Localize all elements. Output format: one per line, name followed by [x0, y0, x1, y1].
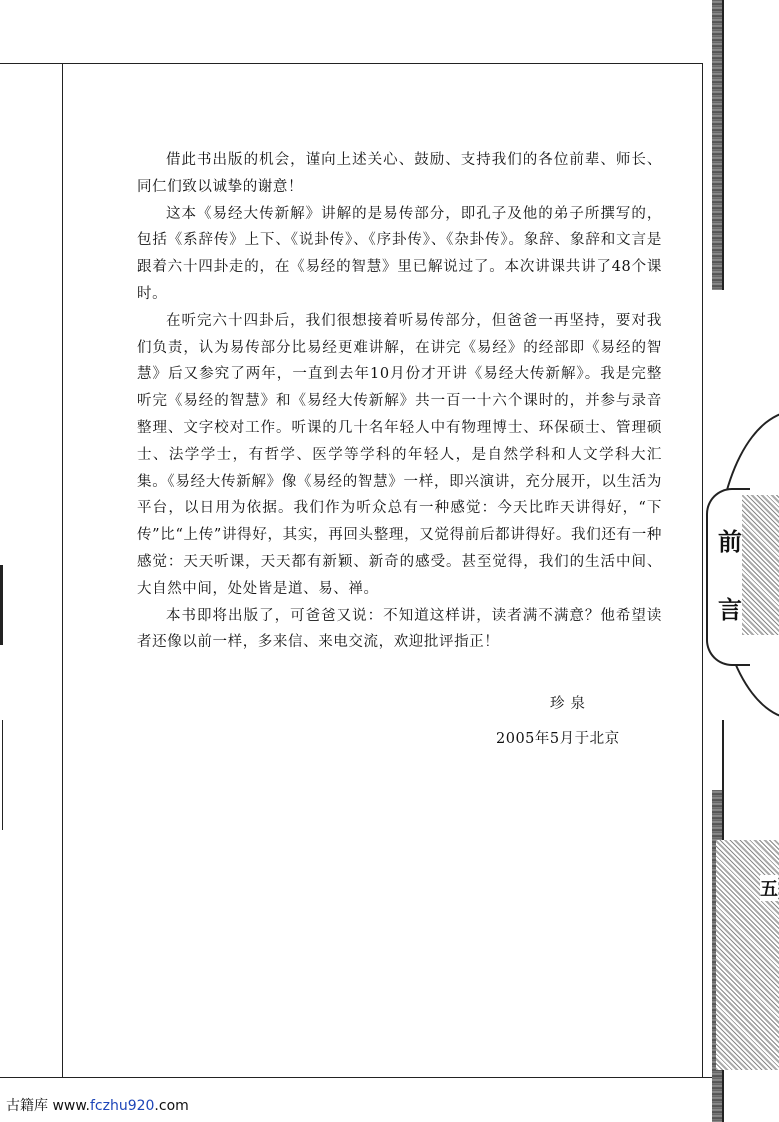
body-text: [137, 147, 662, 656]
paragraph-2: 这本《易经大传新解》讲解的是易传部分，即孔子及他的弟子所撰写的，包括《系辞传》上下、《说卦传》、《序卦传》、《杂卦传》。象辞、象辞和文言是跟着六十四卦走的，在《易经的智慧》里已解说过了。本次讲课共讲了48个课时。: [137, 205, 662, 302]
signature-block: [470, 692, 620, 748]
edge-band-top: [712, 0, 722, 290]
watermark-prefix: 古籍库 www.: [6, 1098, 90, 1114]
signature-name: 珍泉: [550, 696, 591, 712]
edge-line-top: [722, 0, 724, 290]
chapter-tab-char-2: 言: [718, 595, 742, 624]
paragraph-3: 在听完六十四卦后，我们很想接着听易传部分，但爸爸一再坚持，要对我们负责，认为易传部分比易经更难讲解，在讲完《易经》的经部即《易经的智慧》后又参究了两年，一直到去年10月份才开讲《易经大传新解》。我是完整听完《易经的智慧》和《易经大传新解》共一百一十六个课时的，并参与录音整理、文字校对工作。听课的几十名年轻人中有物理博士、环保硕士、管理硕士、法学学士，有哲学、医学等学科的年轻人，是自然学科和人文学科大汇集。《易经大传新解》像《易经的智慧》一样，即兴演讲，充分展开，以生活为平台，以日用为依据。我们作为听众总有一种感觉：今天比昨天讲得好，“下传”比“上传”讲得好，其实，再回头整理，又觉得前后都讲得好。我们还有一种感觉：天天听课，天天都有新颖、新奇的感受。甚至觉得，我们的生活中间、大自然中间，处处皆是道、易、禅。: [137, 312, 662, 597]
chapter-tab-char-1: 前: [718, 527, 742, 556]
page-number-char: 五: [760, 875, 778, 901]
paragraph-1: 借此书出版的机会，谨向上述关心、鼓励、支持我们的各位前辈、师长、同仁们致以诚挚的谢意！: [137, 152, 662, 195]
watermark-suffix: .com: [154, 1098, 189, 1114]
watermark-accent: fczhu920: [89, 1098, 155, 1114]
left-margin-mark: [2, 720, 3, 830]
signature-date: 2005年5月于北京: [496, 731, 620, 747]
bottom-rule: [0, 1077, 720, 1078]
watermark[interactable]: [6, 1095, 189, 1115]
edge-pattern-tab: [742, 495, 779, 635]
left-margin-mark: [0, 565, 3, 645]
paragraph-4: 本书即将出版了，可爸爸又说：不知道这样讲，读者满不满意？他希望读者还像以前一样，多来信、来电交流，欢迎批评指正！: [137, 607, 662, 651]
